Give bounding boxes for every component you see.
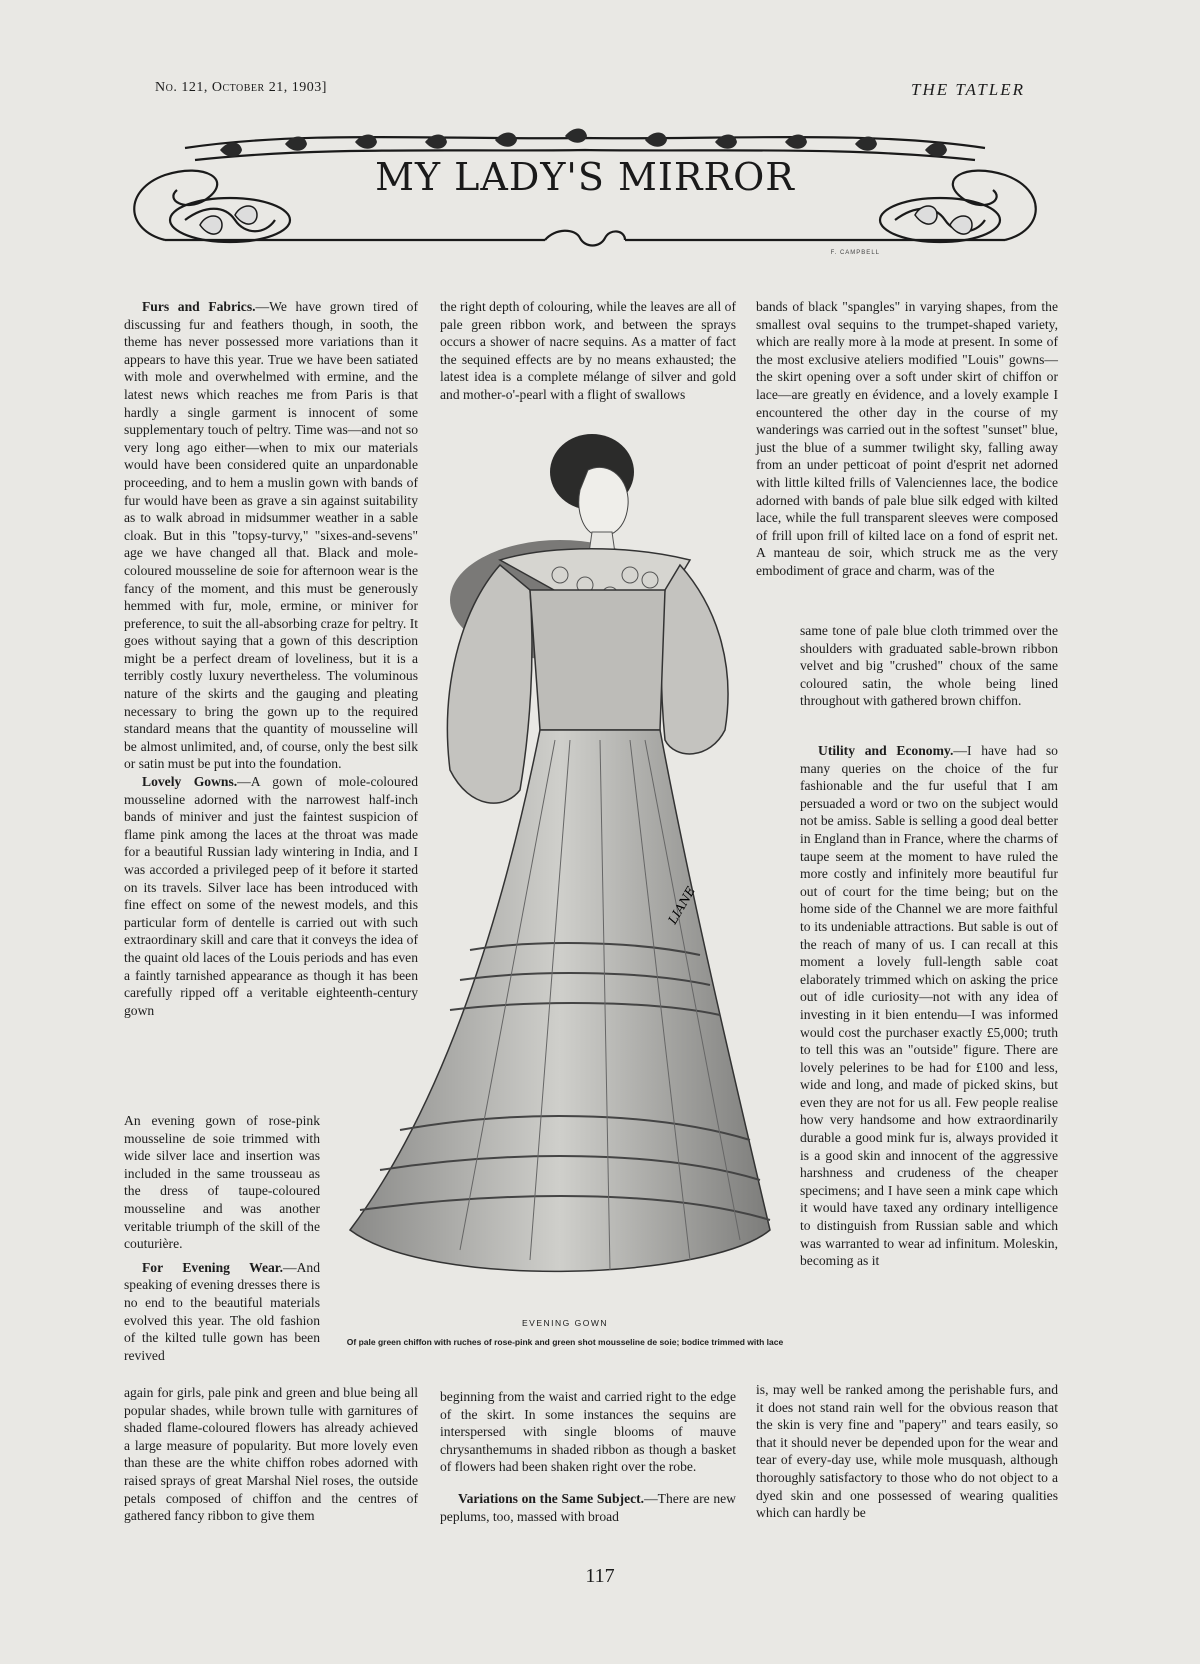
subheading-evening-wear: For Evening Wear. [142, 1259, 283, 1275]
body-text: An evening gown of rose-pink mousseline de soie trimmed with wide silver lace and insertion was included in the same trousseau as the dress of taupe-coloured mousseline and was another veritable triumph of the skill of the couturière. [124, 1113, 320, 1252]
body-text: —We have grown tired of discussing fur and feathers though, in sooth, the theme has never possessed more variations than it appears to have this year. True we have been satiated with mole and overwhelmed with ermine, and the latest news which reaches me from Paris is that hardly a single garment is innocent of some supplementary touch of peltry. Time was—and not so very long ago either—when to mix our materials would have been considered quite an unpardonable proceeding, and to hem a muslin gown with bands of fur would have been as grave a sin against suitability as to walk abroad in midsummer weather in a sable cloak. But in this "topsy-turvy," "sixes-and-sevens" age we have changed all that. Black and mole-coloured mousseline de soie for afternoon wear is the fancy of the moment, and this must be generously hemmed with fur, mole, ermine, or miniver for preference, to suit the all-absorbing craze for peltry. It goes without saying that a gown of this description might be a perfect dream of loveliness, but it is a terribly costly luxury nevertheless. The voluminous nature of the skirts and the gauging and pleating necessary to bring the gown up to the required standard means that the quantity of mousseline will be almost unlimited, and, of course, only the best silk or satin must be put into the foundation. [124, 299, 418, 772]
subheading-lovely-gowns: Lovely Gowns. [142, 774, 238, 790]
subheading-variations: Variations on the Same Subject. [458, 1490, 645, 1506]
column-1-middle [124, 1112, 320, 1364]
section-title: MY LADY'S MIRROR [375, 155, 795, 199]
body-text: —And speaking of evening dresses there is no end to the beautiful materials evolved this year. The old fashion of the kilted tulle gown has been revived [124, 1259, 320, 1363]
artist-signature: F. CAMPBELL [830, 250, 880, 256]
figure-caption: Of pale green chiffon with ruches of rose-pink and green shot mousseline de soie; bodice trimmed with lace [346, 1337, 784, 1347]
column-2-top [440, 298, 736, 404]
column-2-bottom [440, 1388, 736, 1525]
body-text: beginning from the waist and carried right to the edge of the skirt. In some instances the sequins are interspersed with single blooms of mauve chrysanthemums in shaded ribbon as though a basket of flowers had been shaken right over the robe. [440, 1389, 736, 1475]
gown-figure-icon [330, 410, 800, 1315]
column-1-bottom [124, 1384, 418, 1525]
body-text: the right depth of colouring, while the leaves are all of pale green ribbon work, and between the sprays occurs a shower of nacre sequins. As a matter of fact the sequined effects are by no means exhausted; the latest idea is a complete mélange of silver and gold and mother-o'-pearl with a flight of swallows [440, 299, 736, 402]
subheading-furs: Furs and Fabrics. [142, 299, 256, 314]
column-3-bottom [756, 1381, 1058, 1522]
body-text: —A gown of mole-coloured mousseline adorned with the narrowest half-inch bands of miniver and just the faintest suspicion of flame pink among the laces at the throat was made for a beautiful Russian lady wintering in India, and I was accorded a privileged peep of it before it started on its travels. Silver lace has been introduced with fine effect on some of the newest models, and this particular form of dentelle is carried out with such extraordinary skill and care that it conveys the idea of the quaint old laces of the Louis periods and has even a faintly tarnished appearance as though it has been carefully ripped off a veritable eighteenth-century gown [124, 774, 419, 1018]
column-3-indented [800, 622, 1058, 710]
body-text: bands of black "spangles" in varying shapes, from the smallest oval sequins to the trumpet-shaped variety, which are really more à la mode at present. In some of the most exclusive ateliers modified "Louis" gowns—the skirt opening over a soft under skirt of chiffon or lace—are greatly en évidence, and a lovely example I encountered the other day in the course of my wanderings was carried out in the softest "sunset" blue, just the blue of a summer twilight sky, falling away from an under petticoat of point d'esprit net adorned with little kilted frills of Valenciennes lace, the bodice adorned with bands of pale blue silk edged with kilted lace, while the full transparent sleeves were composed of frill upon frill of kilted lace on a fond of esprit net. A manteau de soir, which struck me as the very embodiment of grace and charm, was of the [756, 299, 1058, 578]
illustrator-signature: LIANE [665, 884, 698, 927]
figure-title: EVENING GOWN [521, 1318, 608, 1328]
title-banner [125, 120, 1045, 270]
body-text: —There are new peplums, too, massed with broad [440, 1490, 736, 1524]
body-text: —I have had so many queries on the choice of the fur fashionable and the fur useful that I am persuaded a word or two on the subject would not be amiss. Sable is selling a good deal better in England than in France, where the charms of taupe seem at the moment to have ruled the more costly and infinitely more beautiful fur out of court for the time being; but on the home side of the Channel we are more faithful to its undeniable attractions. But sable is out of the reach of many of us. I can recall at this moment a lovely full-length sable coat elaborately trimmed which on asking the price out of idle curiosity—not with any idea of investing in it bien entendu—I was informed would cost the purchaser exactly £5,000; truth to tell this was an "outside" figure. There are lovely pelerines to be had for £100 and less, wide and long, and made of picked skins, but even they are not for us all. Few people realise how very handsome and how extraordinarily durable a good mink fur is, always provided it is a good skin and innocent of the aggressive harshness and crudeness of the cheaper specimens; and I have seen a mink cape which it would have taxed any ordinary intelligence to distinguish from Russian sable and which was warranted to wear ad infinitum. Moleskin, becoming as it [800, 743, 1058, 1269]
column-3-top [756, 298, 1058, 580]
body-text: is, may well be ranked among the perishable furs, and it does not stand rain well for the obvious reason that the skin is very fine and "papery" and tears easily, so that it should never be depended upon for the wear and tear of every-day use, while mole musquash, although thoroughly satisfactory to those who do not object to a dyed skin and one possessed of wearing qualities which can hardly be [756, 1382, 1058, 1521]
issue-line: No. 121, October 21, 1903] [155, 80, 327, 95]
body-text: again for girls, pale pink and green and blue being all popular shades, while brown tulle with garnitures of shaded flame-coloured flowers has already achieved a large measure of popularity. But more lovely even than these are the white chiffon robes adorned with raised sprays of great Marshal Niel roses, the outside petals composed of chiffon and the centres of gathered fancy ribbon to give them [124, 1385, 418, 1524]
body-text: same tone of pale blue cloth trimmed over the shoulders with graduated sable-brown ribbon velvet and big "crushed" choux of the same coloured satin, the whole being lined throughout with gathered brown chiffon. [800, 623, 1058, 709]
evening-gown-illustration [330, 410, 800, 1315]
subheading-utility: Utility and Economy. [818, 743, 954, 758]
page-number: 117 [585, 1565, 615, 1587]
column-3-middle [800, 742, 1058, 1270]
magazine-title: THE TATLER [911, 80, 1025, 99]
